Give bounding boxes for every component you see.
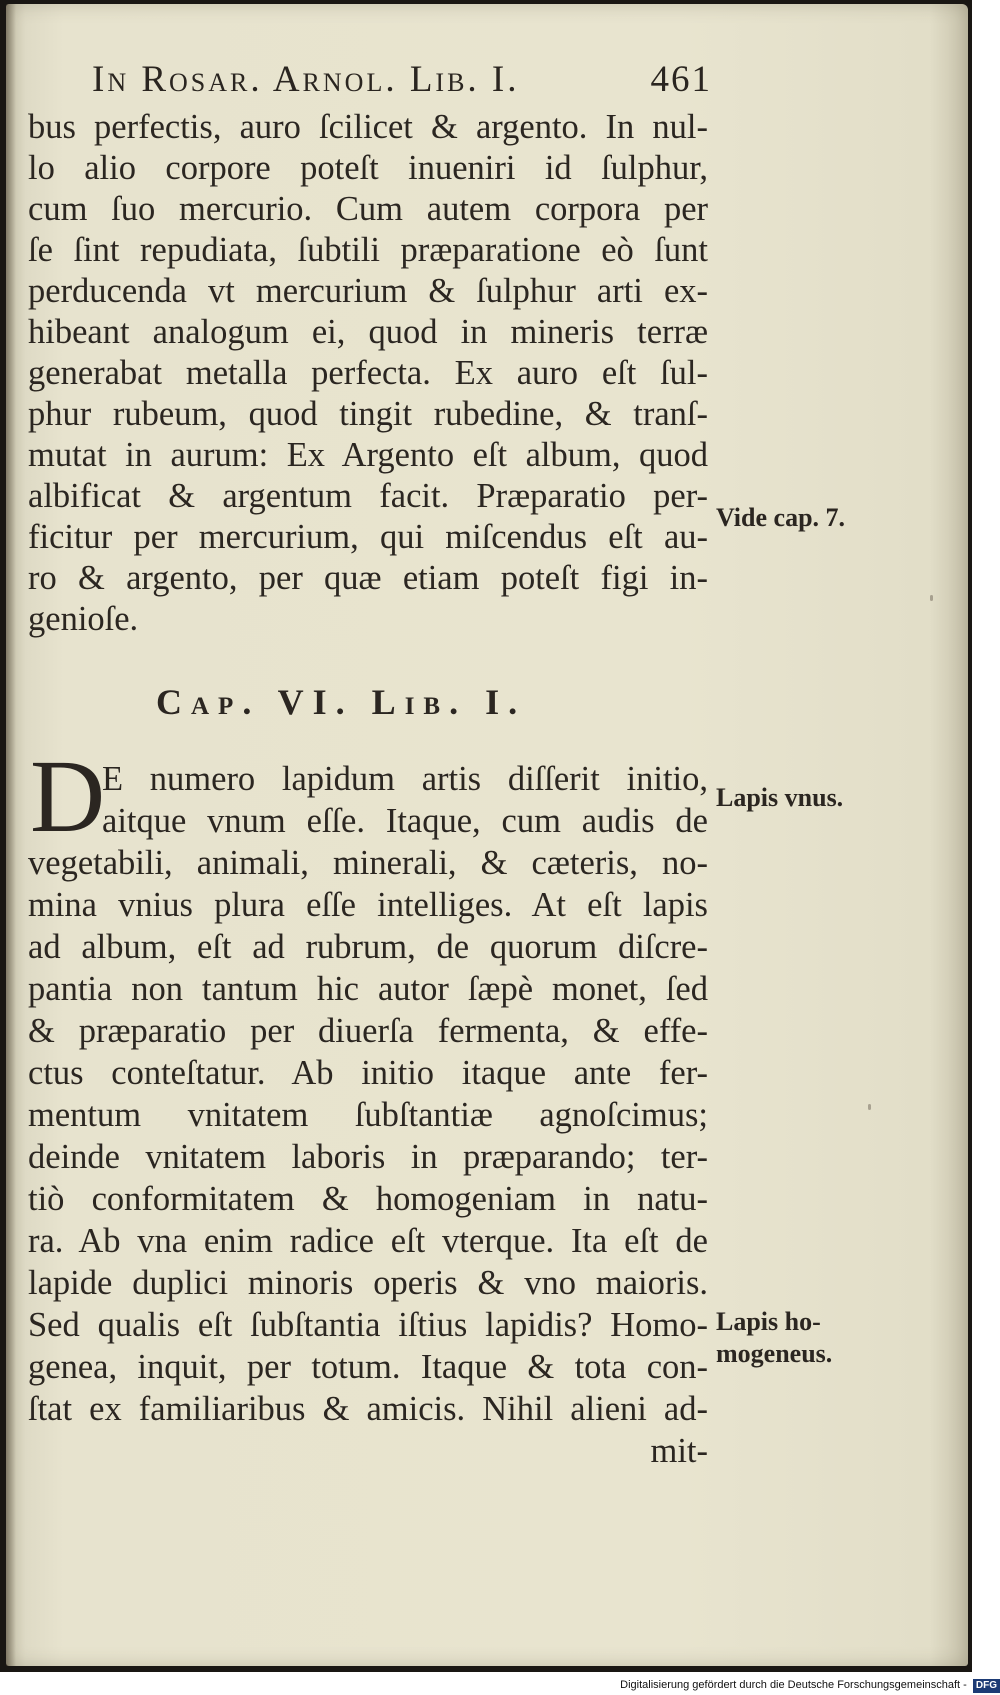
text-line: vegetabili, animali, minerali, & cæteris, no- [28, 844, 708, 882]
digitization-footer [560, 1677, 1000, 1693]
margin-note-vide-cap: Vide cap. 7. [716, 503, 846, 532]
text-line: phur rubeum, quod tingit rubedine, & tranſ- [28, 395, 708, 433]
text-line: deinde vnitatem laboris in præparando; ter- [28, 1138, 708, 1176]
drop-cap: D [30, 739, 106, 854]
text-line: aitque vnum eſſe. Itaque, cum audis de [102, 802, 708, 840]
text-line: pantia non tantum hic autor ſæpè monet, ſed [28, 970, 708, 1008]
text-line: generabat metalla perfecta. Ex auro eſt ſul- [28, 354, 708, 392]
text-line: E numero lapidum artis diſſerit initio, [102, 760, 708, 798]
margin-note-lapis-vnus: Lapis vnus. [716, 783, 844, 812]
chapter-heading: Cap. VI. Lib. I. [156, 682, 527, 722]
footer-credit: Digitalisierung gefördert durch die Deutsche Forschungsgemeinschaft - [620, 1679, 967, 1691]
margin-note-line: Lapis ho- [716, 1307, 821, 1336]
text-line: hibeant analogum ei, quod in mineris terræ [28, 313, 708, 351]
text-line: mentum vnitatem ſubſtantiæ agnoſcimus; [28, 1096, 708, 1134]
text-line: ro & argento, per quæ etiam poteſt figi in- [28, 559, 708, 597]
paper-speck [930, 595, 933, 601]
text-line: & præparatio per diuerſa fermenta, & effe- [28, 1012, 708, 1050]
running-head-title: In Rosar. Arnol. Lib. I. [92, 59, 520, 100]
text-line: albificat & argentum facit. Præparatio per- [28, 477, 708, 515]
text-line: ſe ſint repudiata, ſubtili præparatione eò ſunt [28, 231, 708, 269]
text-line: mina vnius plura eſſe intelliges. At eſt lapis [28, 886, 708, 924]
text-line: ra. Ab vna enim radice eſt vterque. Ita eſt de [28, 1222, 708, 1260]
text-line: tiò conformitatem & homogeniam in natu- [28, 1180, 708, 1218]
dfg-logo[interactable]: DFG [973, 1679, 1000, 1693]
text-line: ficitur per mercurium, qui miſcendus eſt au- [28, 518, 708, 556]
margin-note-line: mogeneus. [716, 1339, 833, 1368]
text-line: cum ſuo mercurio. Cum autem corpora per [28, 190, 708, 228]
page-number: 461 [650, 59, 712, 100]
text-line: ſtat ex familiaribus & amicis. Nihil alieni ad- [28, 1390, 708, 1428]
text-line: ad album, eſt ad rubrum, de quorum diſcre- [28, 928, 708, 966]
page-gutter-shadow [6, 4, 16, 1666]
text-line: mutat in aurum: Ex Argento eſt album, quod [28, 436, 708, 474]
text-line: mit- [650, 1432, 708, 1470]
margin-note-lapis-homogeneus [716, 1306, 832, 1370]
running-head [92, 58, 712, 108]
text-line: bus perfectis, auro ſcilicet & argento. In nul- [28, 108, 708, 146]
text-line: ctus conteſtatur. Ab initio itaque ante fer- [28, 1054, 708, 1092]
text-line: perducenda vt mercurium & ſulphur arti ex- [28, 272, 708, 310]
text-line: lo alio corpore poteſt inueniri id ſulphur, [28, 149, 708, 187]
paper-speck [868, 1104, 871, 1110]
text-line: genioſe. [28, 600, 139, 638]
text-line: genea, inquit, per totum. Itaque & tota con- [28, 1348, 708, 1386]
text-line: lapide duplici minoris operis & vno maioris. [28, 1264, 708, 1302]
text-line: Sed qualis eſt ſubſtantia iſtius lapidis? Homo- [28, 1306, 708, 1344]
